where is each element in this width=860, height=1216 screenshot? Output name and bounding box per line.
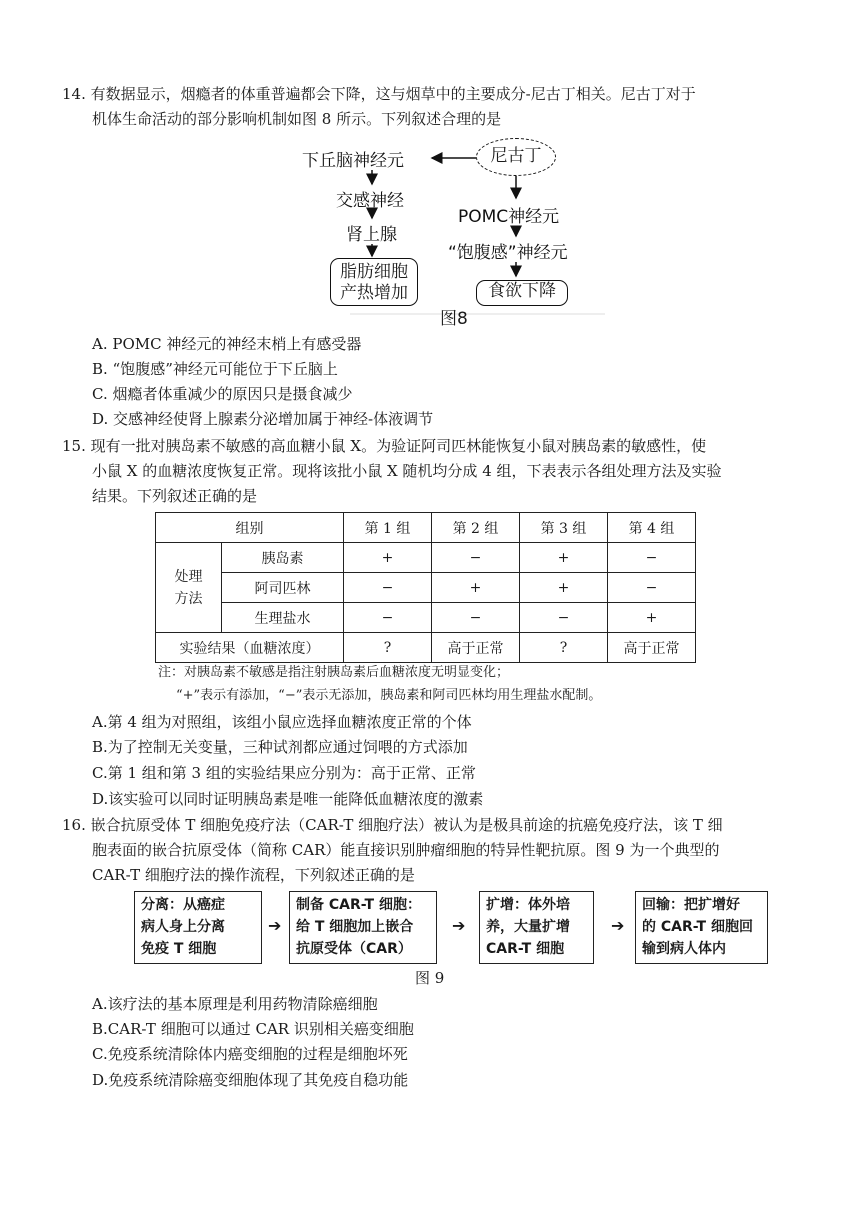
flow-step-reinfuse bbox=[635, 891, 768, 964]
fat-cell-box bbox=[330, 258, 418, 306]
flow-step-expand-line1: 扩增：体外培 bbox=[486, 897, 570, 913]
table-cell: − bbox=[432, 543, 520, 573]
group-1-header: 第 1 组 bbox=[344, 513, 432, 543]
table-row bbox=[156, 543, 696, 573]
flow-step-reinfuse-line3: 输到病人体内 bbox=[642, 941, 726, 957]
result-label-cell: 实验结果（血糖浓度） bbox=[156, 633, 344, 663]
q15-option-c: C.第 1 组和第 3 组的实验结果应分别为：高于正常、正常 bbox=[92, 764, 476, 782]
fat-cell-line1: 脂肪细胞 bbox=[340, 262, 408, 282]
flow-arrow-icon: ➔ bbox=[452, 916, 466, 935]
flow-step-expand bbox=[479, 891, 594, 964]
q15-option-d: D.该实验可以同时证明胰岛素是唯一能降低血糖浓度的激素 bbox=[92, 790, 484, 808]
table-row bbox=[156, 603, 696, 633]
flow-step-isolate-line2: 病人身上分离 bbox=[141, 919, 225, 935]
row-name-saline: 生理盐水 bbox=[222, 603, 344, 633]
appetite-down-box bbox=[476, 280, 568, 306]
table-note-line2: “+”表示有添加，“−”表示无添加，胰岛素和阿司匹林均用生理盐水配制。 bbox=[176, 688, 602, 703]
satiety-neuron-label: “饱腹感”神经元 bbox=[448, 243, 568, 263]
flow-step-isolate-line1: 分离：从癌症 bbox=[141, 897, 225, 913]
flow-step-reinfuse-line1: 回输：把扩增好 bbox=[642, 897, 740, 913]
q16-option-d: D.免疫系统清除癌变细胞体现了其免疫自稳功能 bbox=[92, 1071, 409, 1089]
figure-9-caption: 图 9 bbox=[415, 969, 445, 987]
q16-stem-line3: CAR-T 细胞疗法的操作流程，下列叙述正确的是 bbox=[92, 866, 415, 884]
appetite-down-label: 食欲下降 bbox=[488, 281, 556, 301]
table-row bbox=[156, 633, 696, 663]
q15-option-b: B.为了控制无关变量，三种试剂都应通过饲喂的方式添加 bbox=[92, 738, 468, 756]
table-cell: + bbox=[344, 543, 432, 573]
group-3-header: 第 3 组 bbox=[520, 513, 608, 543]
experiment-table bbox=[155, 512, 696, 663]
pomc-neuron-label: POMC神经元 bbox=[458, 207, 560, 227]
table-cell: + bbox=[520, 573, 608, 603]
treatment-label-cell bbox=[156, 543, 222, 633]
group-2-header: 第 2 组 bbox=[432, 513, 520, 543]
flow-step-reinfuse-line2: 的 CAR-T 细胞回 bbox=[642, 919, 753, 935]
table-cell: 高于正常 bbox=[432, 633, 520, 663]
q14-option-c: C. 烟瘾者体重减少的原因只是摄食减少 bbox=[92, 385, 353, 403]
table-header-row bbox=[156, 513, 696, 543]
q15-stem-line2: 小鼠 X 的血糖浓度恢复正常。现将该批小鼠 X 随机均分成 4 组，下表表示各组处理方法及实验 bbox=[92, 462, 722, 480]
q15-stem-text: 现有一批对胰岛素不敏感的高血糖小鼠 X。为验证阿司匹林能恢复小鼠对胰岛素的敏感性，使 bbox=[90, 437, 707, 455]
treatment-label-line1: 处理 bbox=[174, 568, 203, 585]
row-name-insulin: 胰岛素 bbox=[222, 543, 344, 573]
flow-step-isolate bbox=[134, 891, 262, 964]
q14-stem-line1 bbox=[62, 84, 696, 104]
q16-option-a: A.该疗法的基本原理是利用药物清除癌细胞 bbox=[92, 995, 378, 1013]
sympathetic-nerve-label: 交感神经 bbox=[336, 191, 404, 211]
flow-step-prepare-line2: 给 T 细胞加上嵌合 bbox=[296, 919, 414, 935]
fat-cell-line2: 产热增加 bbox=[340, 283, 408, 303]
figure-8-caption: 图8 bbox=[440, 309, 468, 329]
group-4-header: 第 4 组 bbox=[608, 513, 696, 543]
flow-arrow-icon: ➔ bbox=[268, 916, 282, 935]
q16-stem-text: 嵌合抗原受体 T 细胞免疫疗法（CAR-T 细胞疗法）被认为是极具前途的抗癌免疫疗法，该 T 细 bbox=[90, 816, 723, 834]
table-cell: − bbox=[432, 603, 520, 633]
q14-number: 14. bbox=[62, 85, 86, 103]
table-cell: − bbox=[608, 573, 696, 603]
q15-stem-line1 bbox=[62, 436, 706, 456]
group-header-cell: 组别 bbox=[156, 513, 344, 543]
table-cell: 高于正常 bbox=[608, 633, 696, 663]
q15-number: 15. bbox=[62, 437, 86, 455]
table-cell: + bbox=[520, 543, 608, 573]
q16-option-b: B.CAR-T 细胞可以通过 CAR 识别相关癌变细胞 bbox=[92, 1020, 414, 1038]
q14-option-d: D. 交感神经使肾上腺素分泌增加属于神经-体液调节 bbox=[92, 410, 434, 428]
flow-step-expand-line3: CAR-T 细胞 bbox=[486, 941, 565, 957]
q14-option-a: A. POMC 神经元的神经末梢上有感受器 bbox=[92, 335, 362, 353]
q15-stem-line3: 结果。下列叙述正确的是 bbox=[92, 487, 258, 505]
nicotine-node bbox=[476, 138, 556, 176]
flow-step-expand-line2: 养，大量扩增 bbox=[486, 919, 570, 935]
table-cell: + bbox=[608, 603, 696, 633]
table-cell: − bbox=[520, 603, 608, 633]
adrenal-gland-label: 肾上腺 bbox=[346, 225, 397, 245]
table-cell: − bbox=[608, 543, 696, 573]
flow-step-prepare-line1: 制备 CAR-T 细胞： bbox=[296, 897, 421, 913]
table-row bbox=[156, 573, 696, 603]
table-cell: − bbox=[344, 573, 432, 603]
table-cell: ? bbox=[520, 633, 608, 663]
flow-arrow-icon: ➔ bbox=[611, 916, 625, 935]
flow-step-prepare bbox=[289, 891, 437, 964]
nicotine-label: 尼古丁 bbox=[490, 146, 542, 166]
q16-stem-line1 bbox=[62, 815, 723, 835]
treatment-label-line2: 方法 bbox=[174, 590, 203, 607]
table-note-line1: 注：对胰岛素不敏感是指注射胰岛素后血糖浓度无明显变化； bbox=[158, 665, 510, 680]
q14-option-b: B. “饱腹感”神经元可能位于下丘脑上 bbox=[92, 360, 338, 378]
table-cell: ? bbox=[344, 633, 432, 663]
table-cell: + bbox=[432, 573, 520, 603]
q16-option-c: C.免疫系统清除体内癌变细胞的过程是细胞坏死 bbox=[92, 1045, 408, 1063]
flow-step-prepare-line3: 抗原受体（CAR） bbox=[296, 941, 412, 957]
q14-stem-text: 有数据显示，烟瘾者的体重普遍都会下降，这与烟草中的主要成分-尼古丁相关。尼古丁对于 bbox=[90, 85, 696, 103]
hypothalamus-neuron-label: 下丘脑神经元 bbox=[302, 151, 404, 171]
row-name-aspirin: 阿司匹林 bbox=[222, 573, 344, 603]
flow-step-isolate-line3: 免疫 T 细胞 bbox=[141, 941, 217, 957]
q15-option-a: A.第 4 组为对照组，该组小鼠应选择血糖浓度正常的个体 bbox=[92, 713, 472, 731]
table-cell: − bbox=[344, 603, 432, 633]
q16-number: 16. bbox=[62, 816, 86, 834]
figure-8 bbox=[290, 134, 620, 329]
q16-stem-line2: 胞表面的嵌合抗原受体（简称 CAR）能直接识别肿瘤细胞的特异性靶抗原。图 9 为一个典型的 bbox=[92, 841, 720, 859]
q14-stem-line2: 机体生命活动的部分影响机制如图 8 所示。下列叙述合理的是 bbox=[92, 110, 502, 128]
